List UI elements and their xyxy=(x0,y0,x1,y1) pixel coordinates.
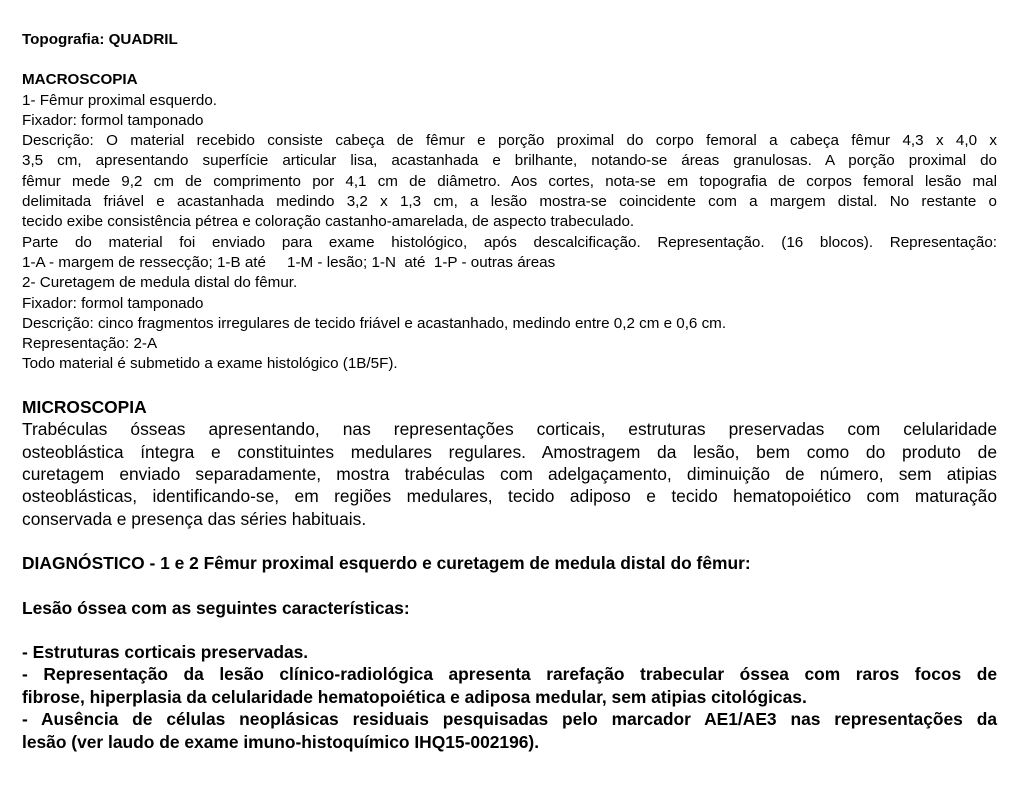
spacer xyxy=(22,575,997,597)
macroscopy-line: 2- Curetagem de medula distal do fêmur. xyxy=(22,274,298,292)
microscopy-line: conservada e presença das séries habituais. xyxy=(22,508,367,529)
macroscopy-line: 1-A - margem de ressecção; 1-B até 1-M - lesão; 1-N até 1-P - outras áreas xyxy=(22,253,556,271)
diagnosis-line: lesão (ver laudo de exame imuno-histoquímico IHQ15-002196). xyxy=(22,731,540,752)
microscopy-line: curetagem enviado separadamente, mostra trabéculas com adelgaçamento, diminuição de número, sem atipias xyxy=(22,463,997,484)
pathology-report xyxy=(22,30,997,753)
macroscopy-line: Todo material é submetido a exame histológico (1B/5F). xyxy=(22,355,398,373)
spacer xyxy=(22,50,997,70)
macroscopy-line: 3,5 cm, apresentando superfície articular lisa, acastanhada e brilhante, notando-se áreas granulosas. A porção proximal do xyxy=(22,152,997,170)
microscopy-line: osteoblástica íntegra e constituintes medulares regulares. Amostragem da lesão, bem como do produto de xyxy=(22,441,997,462)
macroscopy-line: delimitada friável e acastanhada medindo 3,2 x 1,3 cm, a lesão mostra-se coincidente com a margem distal. No restante o xyxy=(22,193,997,211)
macroscopy-line: Fixador: formol tamponado xyxy=(22,111,204,129)
diagnosis-subheading: Lesão óssea com as seguintes características: xyxy=(22,597,410,618)
diagnosis-line: - Representação da lesão clínico-radiológica apresenta rarefação trabecular óssea com raros focos de xyxy=(22,664,997,685)
microscopy-line: osteoblásticas, identificando-se, em regiões medulares, tecido adiposo e tecido hematopoiético com maturação xyxy=(22,486,997,507)
diagnosis-line: - Estruturas corticais preservadas. xyxy=(22,642,309,662)
macroscopy-line: fêmur mede 9,2 cm de comprimento por 4,1 cm de diâmetro. Aos cortes, nota-se em topografia de corpos femoral lesão mal xyxy=(22,172,997,190)
microscopy-heading: MICROSCOPIA xyxy=(22,396,147,417)
macroscopy-line: tecido exibe consistência pétrea e coloração castanho-amarelada, de aspecto trabeculado. xyxy=(22,213,635,231)
macroscopy-line: 1- Fêmur proximal esquerdo. xyxy=(22,91,217,109)
macroscopy-line: Descrição: O material recebido consiste cabeça de fêmur e porção proximal do corpo femoral a cabeça fêmur 4,3 x 4,0 x xyxy=(22,132,997,150)
diagnosis-line: - Ausência de células neoplásicas residuais pesquisadas pelo marcador AE1/AE3 nas representações da xyxy=(22,709,997,730)
macroscopy-line: Descrição: cinco fragmentos irregulares de tecido friável e acastanhado, medindo entre 0,2 cm e 0,6 cm. xyxy=(22,314,727,332)
macroscopy-line: Parte do material foi enviado para exame histológico, após descalcificação. Representação. (16 blocos). Representação: xyxy=(22,233,997,251)
macroscopy-line: Fixador: formol tamponado xyxy=(22,294,204,312)
spacer xyxy=(22,530,997,552)
topography-line: Topografia: QUADRIL xyxy=(22,31,178,48)
diagnosis-line: fibrose, hiperplasia da celularidade hematopoiética e adiposa medular, sem atipias citológicas. xyxy=(22,686,807,707)
diagnosis-heading: DIAGNÓSTICO - 1 e 2 Fêmur proximal esquerdo e curetagem de medula distal do fêmur: xyxy=(22,553,751,574)
macroscopy-line: Representação: 2-A xyxy=(22,335,158,353)
spacer xyxy=(22,375,997,396)
macroscopy-heading: MACROSCOPIA xyxy=(22,71,138,89)
microscopy-line: Trabéculas ósseas apresentando, nas representações corticais, estruturas preservadas com celularidade xyxy=(22,419,997,440)
spacer xyxy=(22,619,997,641)
